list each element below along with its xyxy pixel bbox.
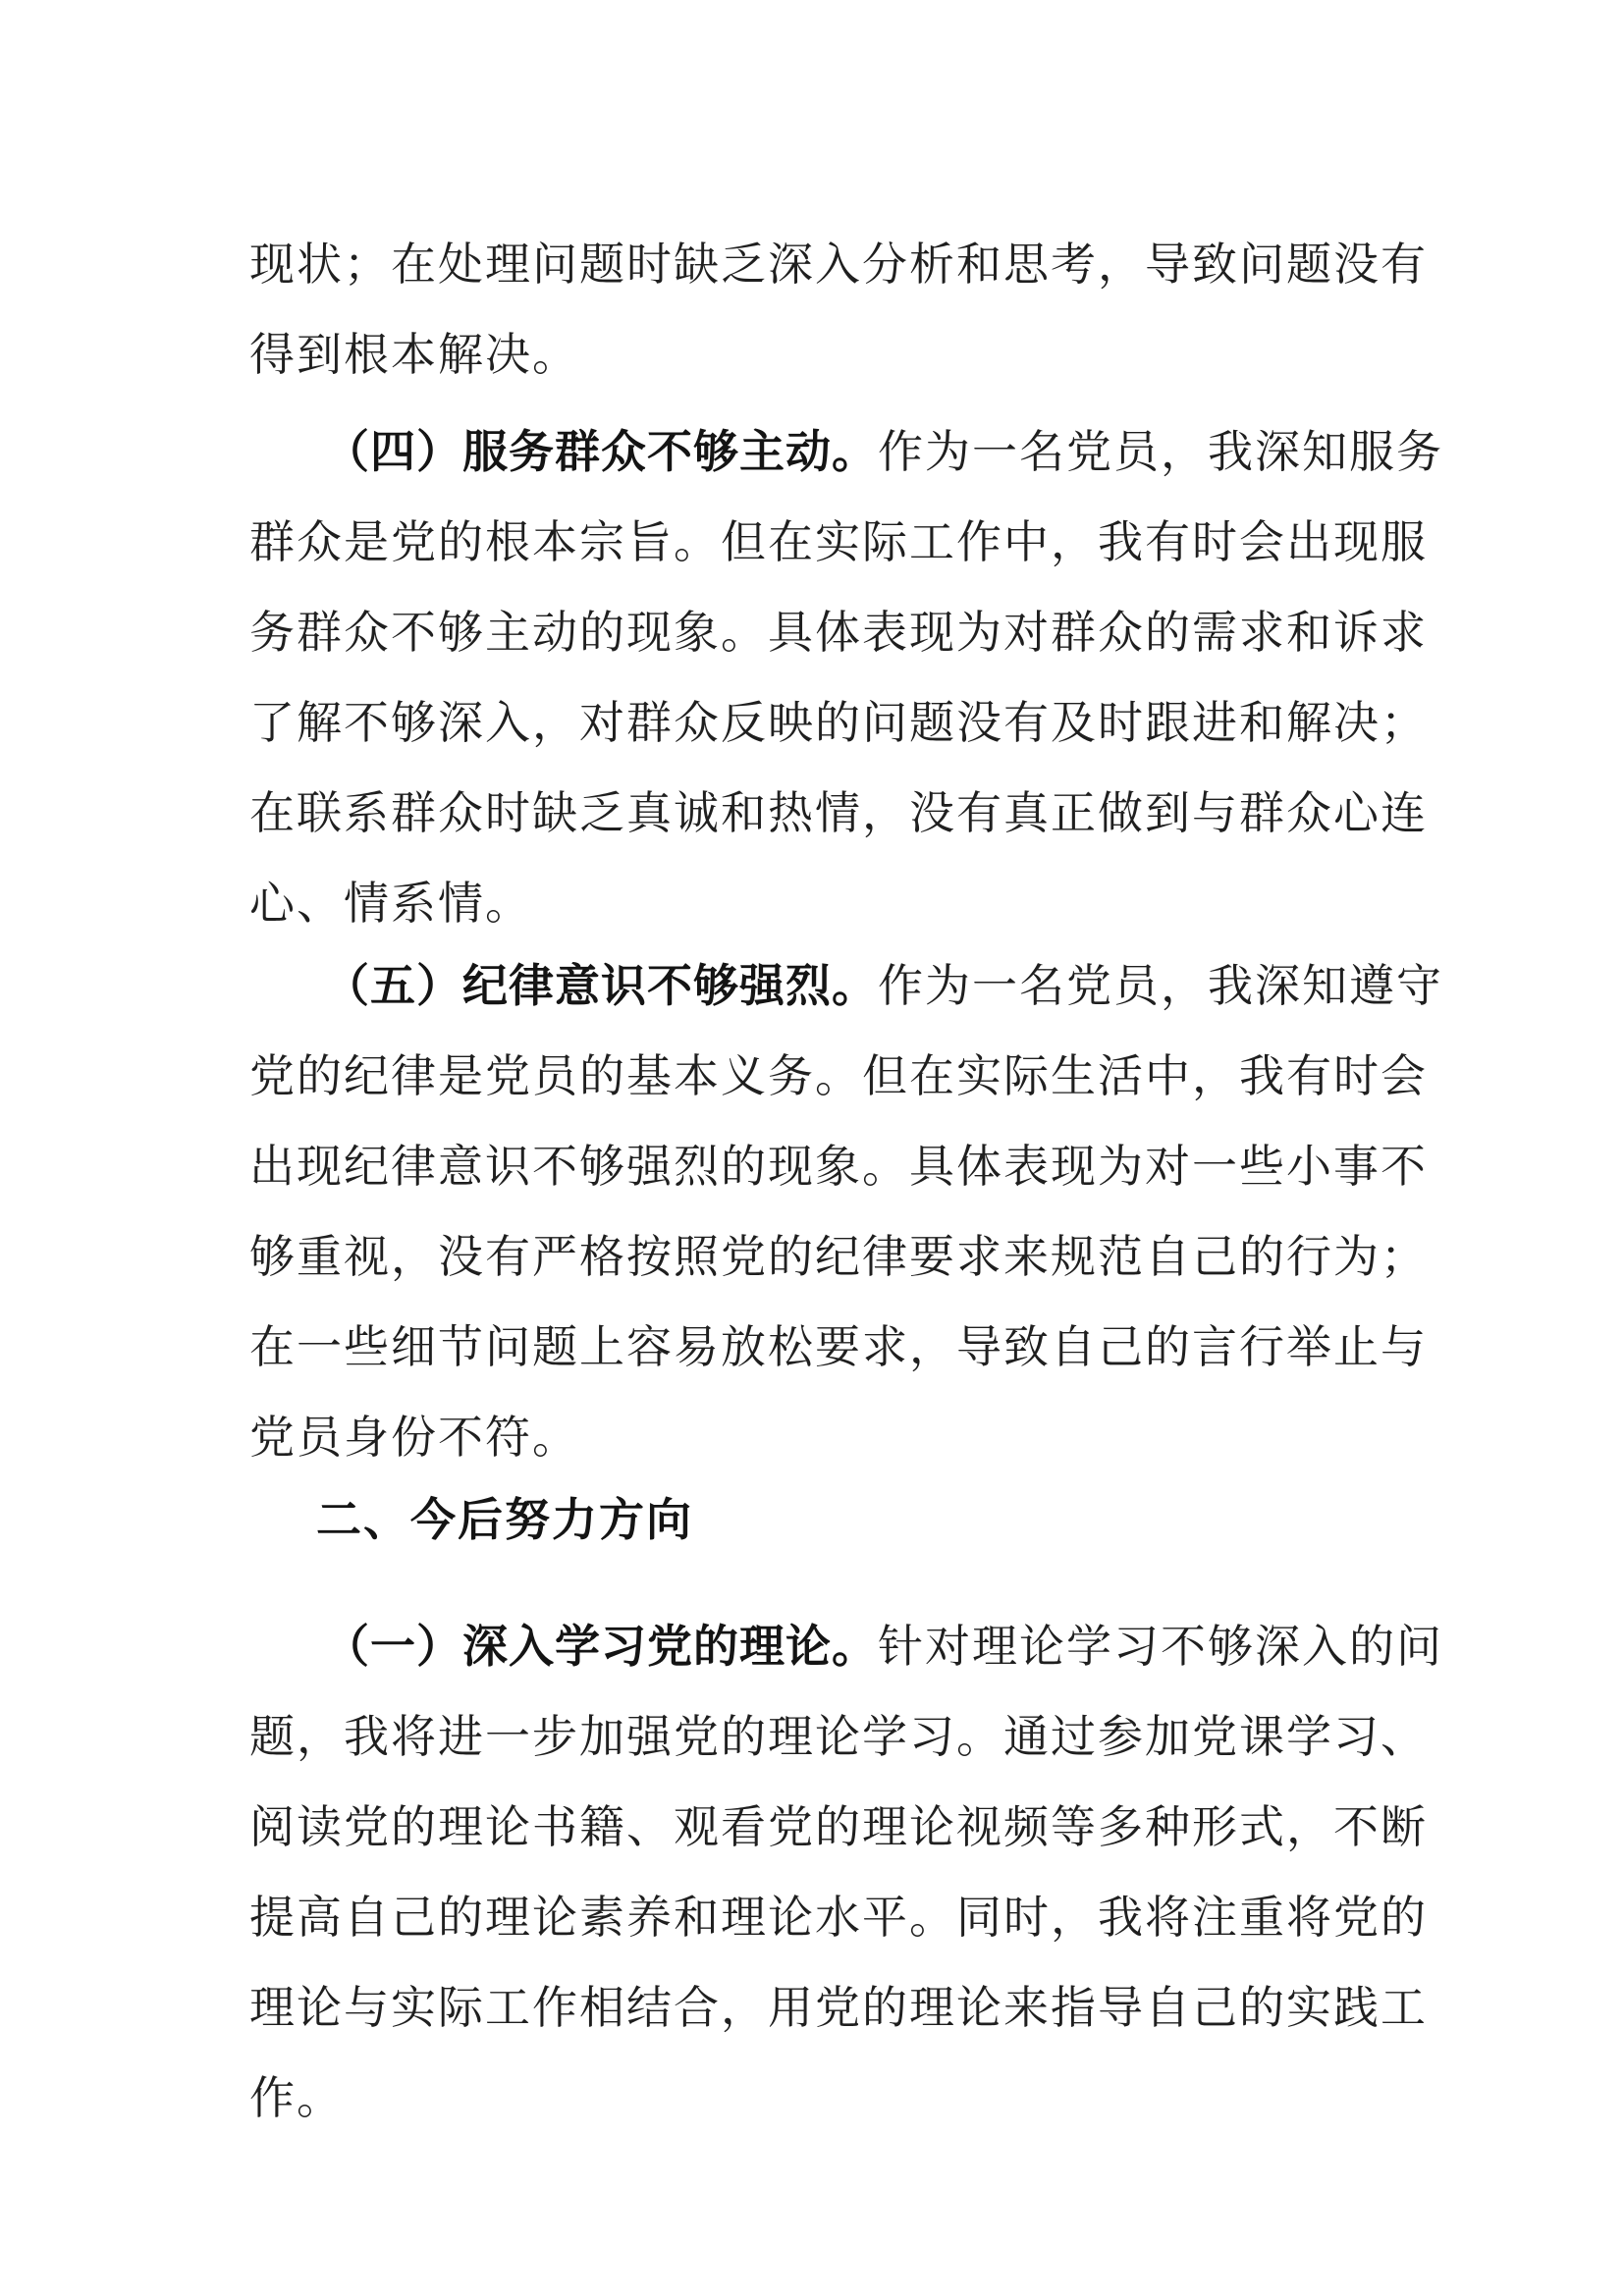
item-five-heading: （五）纪律意识不够强烈。 bbox=[324, 959, 878, 1012]
paragraph-line: 得到根本解决。 bbox=[249, 328, 579, 381]
paragraph-line: 阅读党的理论书籍、观看党的理论视频等多种形式，不断 bbox=[249, 1800, 1428, 1853]
item-four-first-line-text: 作为一名党员，我深知服务 bbox=[878, 425, 1443, 478]
paragraph-line: 理论与实际工作相结合，用党的理论来指导自己的实践工 bbox=[249, 1981, 1428, 2034]
paragraph-first-line bbox=[249, 1601, 1443, 1691]
paragraph-line: 题，我将进一步加强党的理论学习。通过参加党课学习、 bbox=[249, 1710, 1428, 1763]
paragraph-line: 现状；在处理问题时缺乏深入分析和思考，导致问题没有 bbox=[249, 238, 1428, 291]
paragraph-line: 在一些细节问题上容易放松要求，导致自己的言行举止与 bbox=[249, 1320, 1428, 1373]
item-four-heading: （四）服务群众不够主动。 bbox=[324, 425, 878, 478]
continuation-paragraph bbox=[249, 219, 1428, 400]
paragraph-first-line bbox=[249, 940, 1443, 1031]
paragraph-line: 了解不够深入，对群众反映的问题没有及时跟进和解决； bbox=[249, 696, 1428, 749]
paragraph-line: 作。 bbox=[249, 2071, 344, 2124]
paragraph-first-line bbox=[249, 406, 1443, 497]
item-one-heading: （一）深入学习党的理论。 bbox=[324, 1620, 878, 1673]
paragraph-line: 党员身份不符。 bbox=[249, 1411, 579, 1464]
item-five-paragraph bbox=[249, 940, 1443, 1482]
section-two-heading-block bbox=[249, 1474, 1388, 1565]
paragraph-line: 出现纪律意识不够强烈的现象。具体表现为对一些小事不 bbox=[249, 1140, 1428, 1193]
paragraph-line: 在联系群众时缺乏真诚和热情，没有真正做到与群众心连 bbox=[249, 786, 1428, 839]
section-heading-line bbox=[249, 1474, 1388, 1565]
item-four-paragraph bbox=[249, 406, 1443, 948]
paragraph-line: 提高自己的理论素养和理论水平。同时，我将注重将党的 bbox=[249, 1891, 1428, 1944]
paragraph-line: 群众是党的根本宗旨。但在实际工作中，我有时会出现服 bbox=[249, 515, 1428, 568]
paragraph-line: 够重视，没有严格按照党的纪律要求来规范自己的行为； bbox=[249, 1230, 1428, 1283]
item-five-first-line-text: 作为一名党员，我深知遵守 bbox=[878, 959, 1443, 1012]
item-one-paragraph bbox=[249, 1601, 1443, 2143]
paragraph-line: 党的纪律是党员的基本义务。但在实际生活中，我有时会 bbox=[249, 1049, 1428, 1102]
paragraph-line: 心、情系情。 bbox=[249, 877, 532, 930]
paragraph-line: 务群众不够主动的现象。具体表现为对群众的需求和诉求 bbox=[249, 606, 1428, 659]
item-one-first-line-text: 针对理论学习不够深入的问 bbox=[878, 1620, 1443, 1673]
section-two-title: 二、今后努力方向 bbox=[316, 1493, 693, 1546]
